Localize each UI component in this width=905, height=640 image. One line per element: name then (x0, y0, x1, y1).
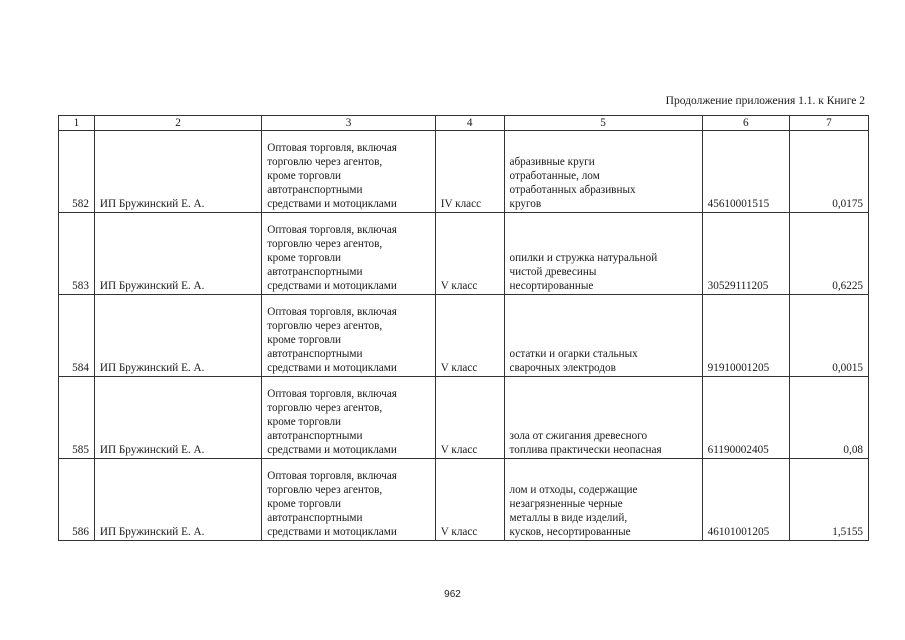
hazard-class-cell: V класс (435, 213, 504, 295)
row-number: 584 (59, 295, 95, 377)
waste-name-cell: опилки и стружка натуральной чистой древесины несортированные (504, 213, 702, 295)
column-header-3: 3 (262, 116, 435, 131)
waste-code-cell: 46101001205 (702, 459, 789, 541)
activity-cell: Оптовая торговля, включая торговлю через агентов, кроме торговли автотранспортными средствами и мотоциклами (262, 295, 435, 377)
amount-cell: 0,0175 (789, 131, 868, 213)
waste-code-cell: 30529111205 (702, 213, 789, 295)
table-row (59, 295, 869, 377)
owner-cell: ИП Бружинский Е. А. (94, 131, 261, 213)
activity-cell: Оптовая торговля, включая торговлю через агентов, кроме торговли автотранспортными средствами и мотоциклами (262, 459, 435, 541)
owner-cell: ИП Бружинский Е. А. (94, 459, 261, 541)
owner-cell: ИП Бружинский Е. А. (94, 295, 261, 377)
waste-name-cell: остатки и огарки стальных сварочных электродов (504, 295, 702, 377)
waste-name-cell: абразивные круги отработанные, лом отработанных абразивных кругов (504, 131, 702, 213)
waste-code-cell: 45610001515 (702, 131, 789, 213)
hazard-class-cell: V класс (435, 459, 504, 541)
page-number: 962 (444, 589, 461, 600)
owner-cell: ИП Бружинский Е. А. (94, 377, 261, 459)
column-header-7: 7 (789, 116, 868, 131)
amount-cell: 1,5155 (789, 459, 868, 541)
amount-cell: 0,08 (789, 377, 868, 459)
waste-code-cell: 91910001205 (702, 295, 789, 377)
hazard-class-cell: IV класс (435, 131, 504, 213)
column-number-row (59, 116, 869, 131)
owner-cell: ИП Бружинский Е. А. (94, 213, 261, 295)
waste-name-cell: лом и отходы, содержащие незагрязненные черные металлы в виде изделий, кусков, несортированные (504, 459, 702, 541)
column-header-1: 1 (59, 116, 95, 131)
table-row (59, 213, 869, 295)
column-header-6: 6 (702, 116, 789, 131)
row-number: 586 (59, 459, 95, 541)
row-number: 585 (59, 377, 95, 459)
hazard-class-cell: V класс (435, 295, 504, 377)
row-number: 582 (59, 131, 95, 213)
waste-code-cell: 61190002405 (702, 377, 789, 459)
table-row (59, 459, 869, 541)
column-header-4: 4 (435, 116, 504, 131)
table-row (59, 131, 869, 213)
table-row (59, 377, 869, 459)
hazard-class-cell: V класс (435, 377, 504, 459)
waste-name-cell: зола от сжигания древесного топлива практически неопасная (504, 377, 702, 459)
activity-cell: Оптовая торговля, включая торговлю через агентов, кроме торговли автотранспортными средствами и мотоциклами (262, 377, 435, 459)
table-caption: Продолжение приложения 1.1. к Книге 2 (665, 95, 865, 107)
waste-register-table (58, 115, 869, 541)
column-header-5: 5 (504, 116, 702, 131)
column-header-2: 2 (94, 116, 261, 131)
amount-cell: 0,0015 (789, 295, 868, 377)
activity-cell: Оптовая торговля, включая торговлю через агентов, кроме торговли автотранспортными средствами и мотоциклами (262, 213, 435, 295)
row-number: 583 (59, 213, 95, 295)
activity-cell: Оптовая торговля, включая торговлю через агентов, кроме торговли автотранспортными средствами и мотоциклами (262, 131, 435, 213)
amount-cell: 0,6225 (789, 213, 868, 295)
